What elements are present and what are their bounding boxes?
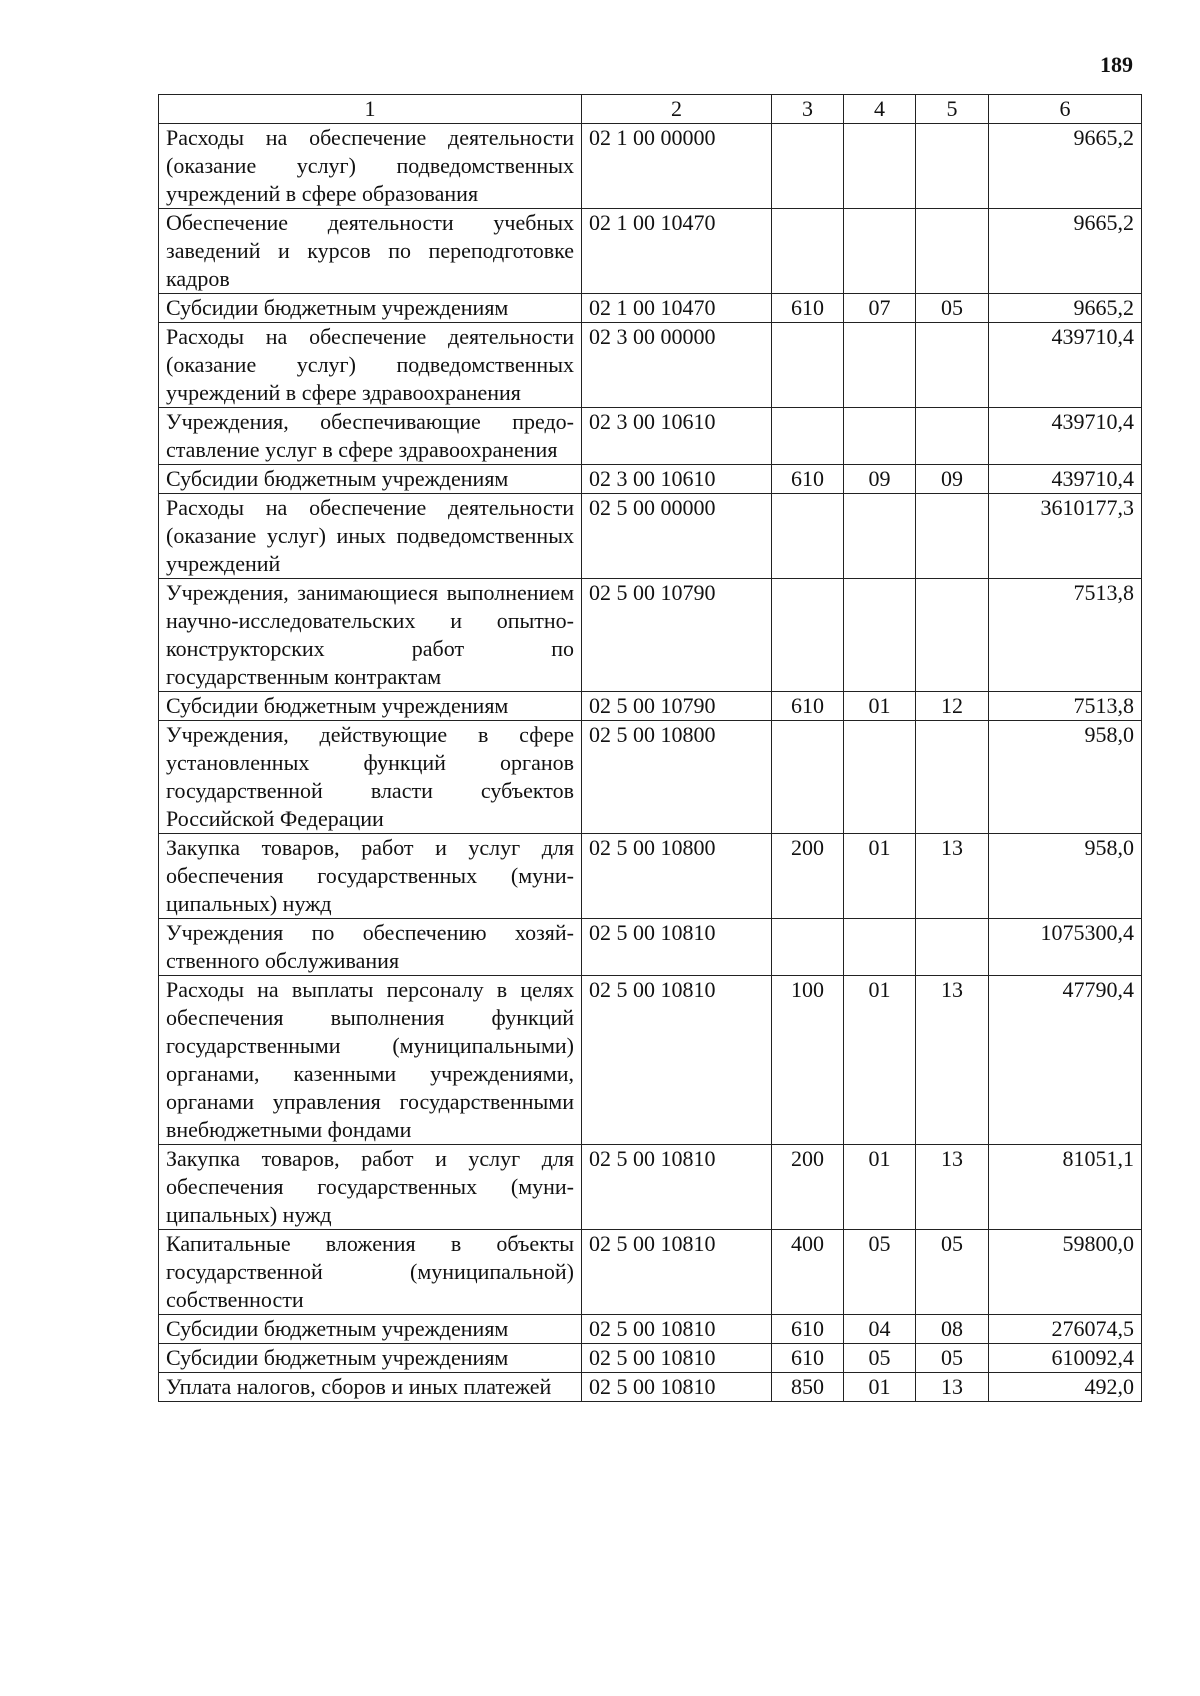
- table-row: [159, 465, 1142, 494]
- table-row: [159, 294, 1142, 323]
- row-col3: [772, 919, 844, 976]
- row-description: Расходы на обеспечение деятельности (оказание услуг) иных подведомственных учреждений: [159, 494, 582, 579]
- row-col5: 12: [916, 692, 989, 721]
- row-code: 02 1 00 10470: [582, 209, 772, 294]
- column-header-6: 6: [989, 95, 1142, 124]
- row-amount: 610092,4: [989, 1344, 1142, 1373]
- row-col4: 05: [844, 1344, 916, 1373]
- row-amount: 958,0: [989, 721, 1142, 834]
- row-col3: 850: [772, 1373, 844, 1402]
- row-amount: 276074,5: [989, 1315, 1142, 1344]
- row-col5: [916, 919, 989, 976]
- row-col4: [844, 721, 916, 834]
- row-col4: 09: [844, 465, 916, 494]
- row-description: Уплата налогов, сборов и иных платежей: [159, 1373, 582, 1402]
- row-code: 02 5 00 10810: [582, 1145, 772, 1230]
- row-col5: [916, 323, 989, 408]
- row-col3: 200: [772, 834, 844, 919]
- row-col5: [916, 209, 989, 294]
- row-col4: 01: [844, 976, 916, 1145]
- column-header-1: 1: [159, 95, 582, 124]
- row-description: Субсидии бюджетным учреждениям: [159, 465, 582, 494]
- row-description: Обеспечение деятельности учебных заведений и курсов по переподготовке кадров: [159, 209, 582, 294]
- row-code: 02 3 00 10610: [582, 408, 772, 465]
- row-amount: 59800,0: [989, 1230, 1142, 1315]
- row-col5: 08: [916, 1315, 989, 1344]
- row-col4: [844, 124, 916, 209]
- row-col4: 07: [844, 294, 916, 323]
- row-description: Учреждения по обеспечению хозяйственного обслуживания: [159, 919, 582, 976]
- column-header-4: 4: [844, 95, 916, 124]
- row-code: 02 5 00 10810: [582, 1230, 772, 1315]
- table-row: [159, 1145, 1142, 1230]
- table-row: [159, 1315, 1142, 1344]
- row-code: 02 5 00 10790: [582, 579, 772, 692]
- row-col3: [772, 323, 844, 408]
- row-description: Субсидии бюджетным учреждениям: [159, 1315, 582, 1344]
- row-col4: [844, 209, 916, 294]
- row-col3: 100: [772, 976, 844, 1145]
- row-description: Расходы на выплаты персоналу в целях обеспечения выполнения функций государственными (муниципальными) органами, казенными учреждениями, органами управления государственными внебюджетными фондами: [159, 976, 582, 1145]
- table-row: [159, 579, 1142, 692]
- row-col5: 05: [916, 1344, 989, 1373]
- row-amount: 7513,8: [989, 692, 1142, 721]
- row-amount: 492,0: [989, 1373, 1142, 1402]
- row-description: Капитальные вложения в объекты государственной (муниципальной) собственности: [159, 1230, 582, 1315]
- table-row: [159, 976, 1142, 1145]
- row-col4: [844, 323, 916, 408]
- budget-table: [158, 94, 1142, 1402]
- row-amount: 439710,4: [989, 323, 1142, 408]
- row-code: 02 3 00 00000: [582, 323, 772, 408]
- row-description: Субсидии бюджетным учреждениям: [159, 294, 582, 323]
- row-amount: 439710,4: [989, 465, 1142, 494]
- row-description: Закупка товаров, работ и услуг для обеспечения государственных (муниципальных) нужд: [159, 834, 582, 919]
- row-code: 02 1 00 00000: [582, 124, 772, 209]
- row-col5: 05: [916, 1230, 989, 1315]
- row-amount: 439710,4: [989, 408, 1142, 465]
- table-row: [159, 408, 1142, 465]
- table-row: [159, 209, 1142, 294]
- row-description: Субсидии бюджетным учреждениям: [159, 692, 582, 721]
- row-code: 02 3 00 10610: [582, 465, 772, 494]
- row-col3: [772, 124, 844, 209]
- row-code: 02 5 00 00000: [582, 494, 772, 579]
- row-amount: 9665,2: [989, 294, 1142, 323]
- row-col5: 13: [916, 976, 989, 1145]
- row-col3: [772, 721, 844, 834]
- row-description: Расходы на обеспечение деятельности (оказание услуг) подведомственных учреждений в сфере здравоохранения: [159, 323, 582, 408]
- table-row: [159, 323, 1142, 408]
- row-col4: 01: [844, 1373, 916, 1402]
- row-col5: 13: [916, 1145, 989, 1230]
- row-description: Закупка товаров, работ и услуг для обеспечения государственных (муниципальных) нужд: [159, 1145, 582, 1230]
- row-col3: 610: [772, 692, 844, 721]
- row-col3: 200: [772, 1145, 844, 1230]
- row-amount: 47790,4: [989, 976, 1142, 1145]
- row-col5: [916, 721, 989, 834]
- row-col3: 610: [772, 1315, 844, 1344]
- row-col4: 01: [844, 1145, 916, 1230]
- table-row: [159, 494, 1142, 579]
- row-col5: [916, 124, 989, 209]
- row-col5: [916, 408, 989, 465]
- row-description: Субсидии бюджетным учреждениям: [159, 1344, 582, 1373]
- table-row: [159, 834, 1142, 919]
- row-col5: 05: [916, 294, 989, 323]
- row-col4: 04: [844, 1315, 916, 1344]
- row-col3: [772, 579, 844, 692]
- row-amount: 1075300,4: [989, 919, 1142, 976]
- row-col3: [772, 209, 844, 294]
- table-row: [159, 1344, 1142, 1373]
- row-col3: 610: [772, 1344, 844, 1373]
- row-description: Учреждения, занимающиеся выполнением научно-исследовательских и опытно-конструкторских работ по государственным контрактам: [159, 579, 582, 692]
- row-amount: 3610177,3: [989, 494, 1142, 579]
- row-col4: [844, 494, 916, 579]
- table-row: [159, 1230, 1142, 1315]
- row-col5: [916, 494, 989, 579]
- page-number: 189: [1100, 52, 1133, 77]
- column-header-2: 2: [582, 95, 772, 124]
- row-description: Учреждения, действующие в сфере установленных функций органов государственной власти субъектов Российской Федерации: [159, 721, 582, 834]
- table-row: [159, 721, 1142, 834]
- row-col4: [844, 579, 916, 692]
- row-col5: [916, 579, 989, 692]
- row-code: 02 5 00 10810: [582, 976, 772, 1145]
- row-col4: 05: [844, 1230, 916, 1315]
- row-col5: 09: [916, 465, 989, 494]
- row-col4: 01: [844, 834, 916, 919]
- row-col3: [772, 408, 844, 465]
- column-header-5: 5: [916, 95, 989, 124]
- row-code: 02 5 00 10810: [582, 1315, 772, 1344]
- table-row: [159, 124, 1142, 209]
- row-code: 02 5 00 10810: [582, 1344, 772, 1373]
- row-col4: [844, 919, 916, 976]
- row-amount: 7513,8: [989, 579, 1142, 692]
- row-code: 02 5 00 10800: [582, 721, 772, 834]
- column-header-3: 3: [772, 95, 844, 124]
- row-col3: 610: [772, 465, 844, 494]
- row-col4: 01: [844, 692, 916, 721]
- row-amount: 958,0: [989, 834, 1142, 919]
- table-row: [159, 919, 1142, 976]
- row-col5: 13: [916, 834, 989, 919]
- row-code: 02 5 00 10810: [582, 919, 772, 976]
- row-code: 02 5 00 10790: [582, 692, 772, 721]
- row-col3: [772, 494, 844, 579]
- row-amount: 9665,2: [989, 209, 1142, 294]
- row-code: 02 5 00 10800: [582, 834, 772, 919]
- table-body: [159, 124, 1142, 1402]
- row-col4: [844, 408, 916, 465]
- row-col3: 400: [772, 1230, 844, 1315]
- row-amount: 9665,2: [989, 124, 1142, 209]
- row-code: 02 1 00 10470: [582, 294, 772, 323]
- row-amount: 81051,1: [989, 1145, 1142, 1230]
- row-col5: 13: [916, 1373, 989, 1402]
- row-description: Расходы на обеспечение деятельности (оказание услуг) подведомственных учреждений в сфере образования: [159, 124, 582, 209]
- table-row: [159, 692, 1142, 721]
- row-code: 02 5 00 10810: [582, 1373, 772, 1402]
- row-col3: 610: [772, 294, 844, 323]
- table-row: [159, 1373, 1142, 1402]
- row-description: Учреждения, обеспечивающие предоставление услуг в сфере здравоохранения: [159, 408, 582, 465]
- header-row: [159, 95, 1142, 124]
